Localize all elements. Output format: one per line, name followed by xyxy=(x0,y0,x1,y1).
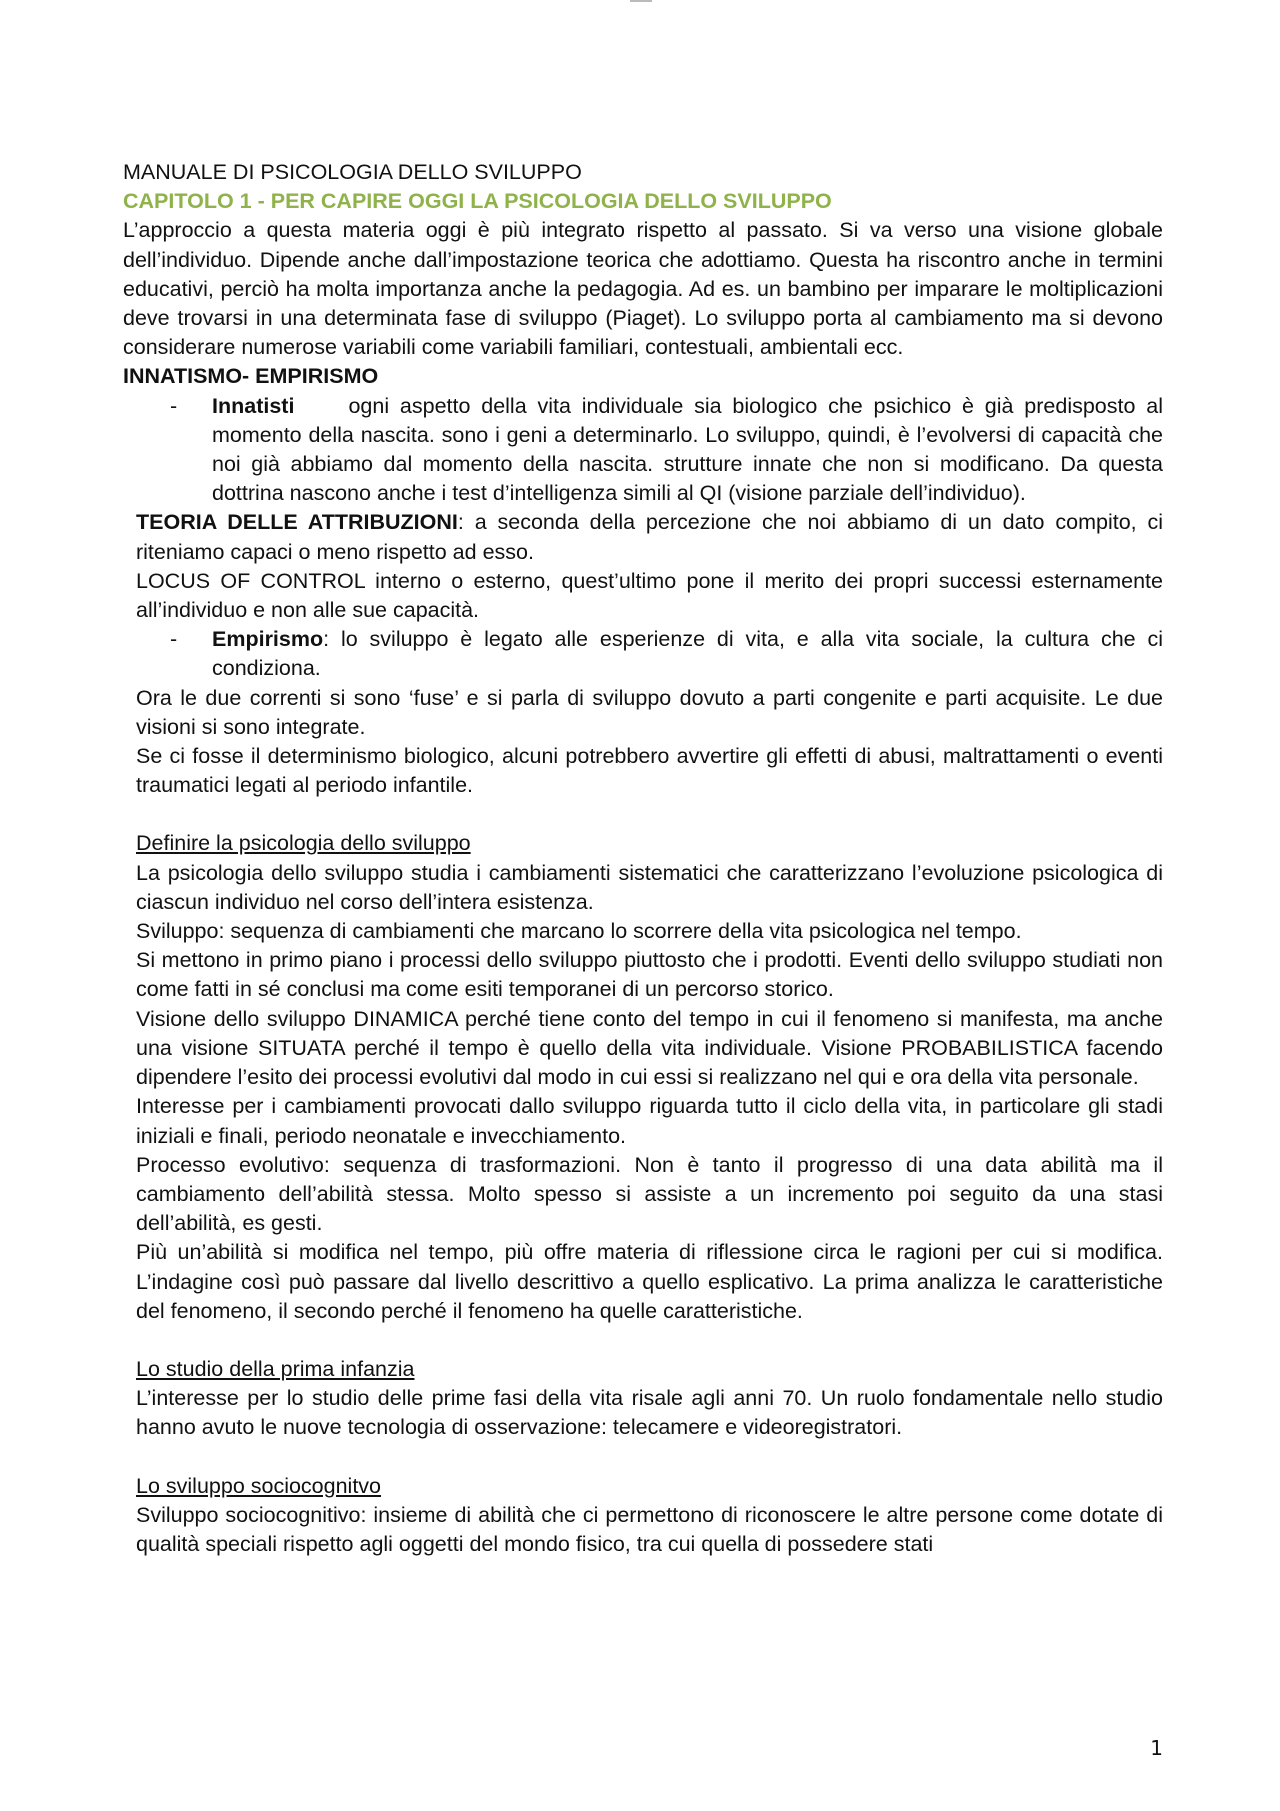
infanzia-paragraph-1: L’interesse per lo studio delle prime fasi della vita risale agli anni 70. Un ruolo fondamentale nello studio hanno avuto le nuove tecnologia di osservazione: telecamere e videoregistratori. xyxy=(136,1386,1163,1440)
section-heading-infanzia: Lo studio della prima infanzia xyxy=(136,1356,415,1381)
definire-paragraph-7: Più un’abilità si modifica nel tempo, più offre materia di riflessione circa le ragioni per cui si modifica. L’indagine così può passare dal livello descrittivo a quello esplicativo. La prima analizza le caratteristiche del fenomeno, il secondo perché il fenomeno ha quelle caratteristiche. xyxy=(136,1240,1163,1323)
paragraph-attribuzioni xyxy=(136,508,1163,566)
bullet-innatisti xyxy=(123,392,1163,509)
term-innatisti: Innatisti xyxy=(212,393,295,418)
definire-paragraph-2: Sviluppo: sequenza di cambiamenti che marcano lo scorrere della vita psicologica nel tempo. xyxy=(136,919,1022,944)
document-body xyxy=(123,158,1163,1559)
spacer xyxy=(123,800,1163,829)
section-heading-innatismo: INNATISMO- EMPIRISMO xyxy=(123,364,379,389)
definire-paragraph-4: Visione dello sviluppo DINAMICA perché tiene conto del tempo in cui il fenomeno si manifesta, ma anche una visione SITUATA perché il tempo è quello della vita individuale. Visione PROBABILISTICA facendo dipendere l’esito dei processi evolutivi dal modo in cui essi si realizzano nel qui e ora della vita personale. xyxy=(136,1006,1163,1090)
attribuzioni-text: : a seconda della percezione che noi abbiamo di un dato compito, ci riteniamo capaci o meno rispetto ad esso. xyxy=(136,510,1163,564)
section-heading-sociocognitivo: Lo sviluppo sociocognitvo xyxy=(136,1473,382,1498)
paragraph-locus: LOCUS OF CONTROL interno o esterno, quest’ultimo pone il merito dei propri successi esternamente all’individuo e non alle sue capacità. xyxy=(136,568,1163,623)
page-number: 1 xyxy=(1150,1736,1163,1760)
definire-paragraph-1: La psicologia dello sviluppo studia i cambiamenti sistematici che caratterizzano l’evoluzione psicologica di ciascun individuo nel corso dell’intera esistenza. xyxy=(136,860,1163,914)
bullet-dash: - xyxy=(170,627,178,652)
definire-paragraph-5: Interesse per i cambiamenti provocati dallo sviluppo riguarda tutto il ciclo della vita, in particolare gli stadi iniziali e finali, periodo neonatale e invecchiamento. xyxy=(136,1094,1163,1148)
bullet-empirismo xyxy=(123,625,1163,683)
intro-paragraph: L’approccio a questa materia oggi è più integrato rispetto al passato. Si va verso una visione globale dell’individuo. Dipende anche dall’impostazione teorica che adottiamo. Questa ha riscontro anche in termini educativi, perciò ha molta importanza anche la pedagogia. Ad es. un bambino per imparare le moltiplicazioni deve trovarsi in una determinata fase di sviluppo (Piaget). Lo sviluppo porta al cambiamento ma si devono considerare numerose variabili come variabili familiari, contestuali, ambientali ecc. xyxy=(123,218,1163,360)
term-empirismo: Empirismo xyxy=(212,627,324,652)
definire-paragraph-3: Si mettono in primo piano i processi dello sviluppo piuttosto che i prodotti. Eventi dello sviluppo studiati non come fatti in sé conclusi ma come esiti temporanei di un percorso storico. xyxy=(136,948,1163,1002)
paragraph-determinismo: Se ci fosse il determinismo biologico, alcuni potrebbero avvertire gli effetti di abusi, maltrattamenti o eventi traumatici legati al periodo infantile. xyxy=(136,744,1163,798)
term-attribuzioni: TEORIA DELLE ATTRIBUZIONI xyxy=(136,510,458,535)
section-heading-definire: Definire la psicologia dello sviluppo xyxy=(136,831,471,856)
definire-paragraph-6: Processo evolutivo: sequenza di trasformazioni. Non è tanto il progresso di una data abilità ma il cambiamento dell’abilità stessa. Molto spesso si assiste a un incremento poi seguito da una stasi dell’abilità, es gesti. xyxy=(136,1152,1163,1236)
innatisti-text: ogni aspetto della vita individuale sia biologico che psichico è già predisposto al momento della nascita. sono i geni a determinarlo. Lo sviluppo, quindi, è l’evolversi di capacità che noi già abbiamo dal momento della nascita. strutture innate che non si modificano. Da questa dottrina nascono anche i test d’intelligenza simili al QI (visione parziale dell’individuo). xyxy=(212,393,1163,506)
bullet-dash: - xyxy=(170,393,178,418)
empirismo-text: : lo sviluppo è legato alle esperienze di vita, e alla vita sociale, la cultura che ci condiziona. xyxy=(212,627,1163,681)
top-mark xyxy=(630,0,652,2)
sociocognitivo-paragraph-1: Sviluppo sociocognitivo: insieme di abilità che ci permettono di riconoscere le altre persone come dotate di qualità speciali rispetto agli oggetti del mondo fisico, tra cui quella di possedere stati xyxy=(136,1502,1163,1556)
spacer xyxy=(123,1443,1163,1472)
spacer xyxy=(123,1326,1163,1355)
paragraph-correnti: Ora le due correnti si sono ‘fuse’ e si parla di sviluppo dovuto a parti congenite e parti acquisite. Le due visioni si sono integrate. xyxy=(136,685,1163,739)
chapter-heading: CAPITOLO 1 - PER CAPIRE OGGI LA PSICOLOGIA DELLO SVILUPPO xyxy=(123,189,832,214)
document-title: MANUALE DI PSICOLOGIA DELLO SVILUPPO xyxy=(123,160,582,184)
